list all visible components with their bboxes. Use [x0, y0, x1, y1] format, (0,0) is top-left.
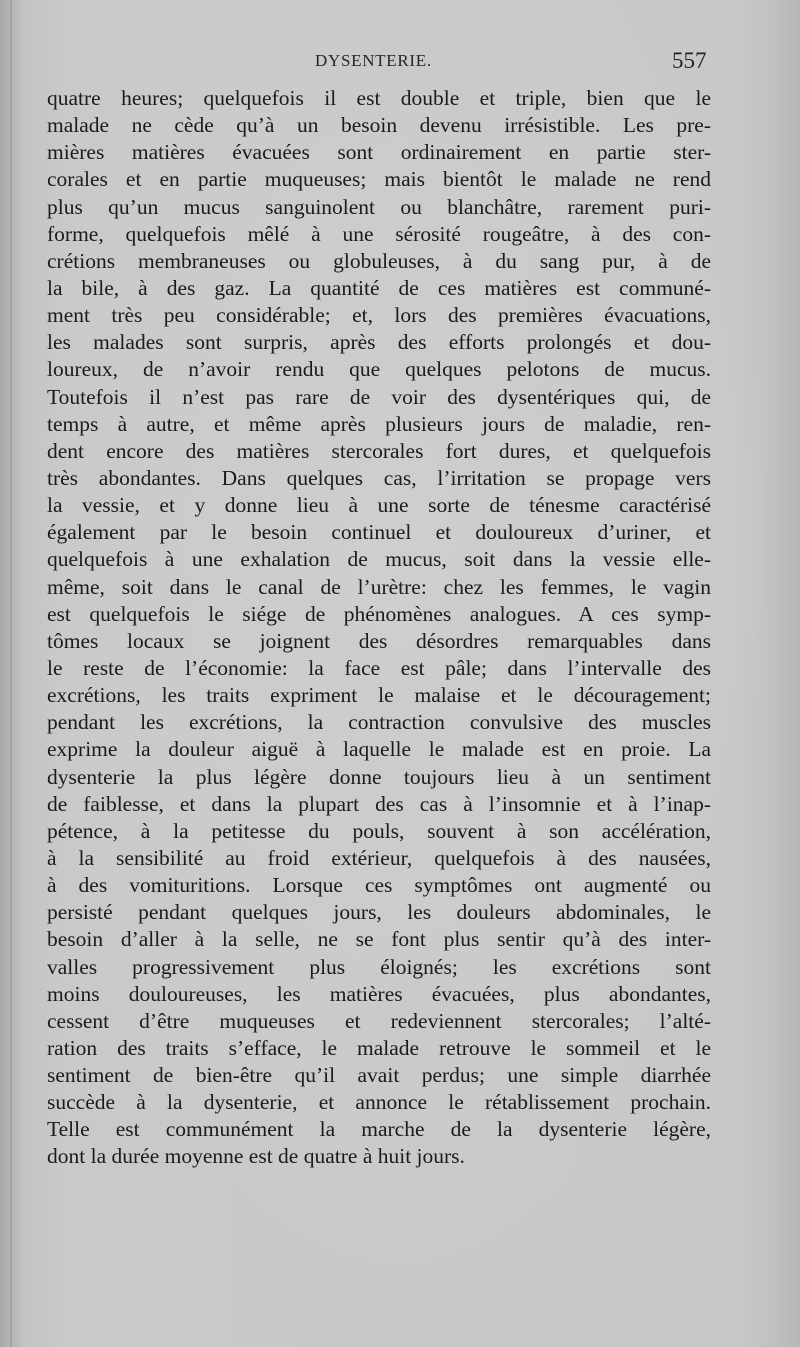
text-line: temps à autre, et même après plusieurs jours de maladie, ren- [47, 411, 711, 436]
text-line: à des vomituritions. Lorsque ces symptômes ont augmenté ou [47, 873, 711, 898]
text-line: Toutefois il n’est pas rare de voir des dysentériques qui, de [47, 384, 711, 409]
text-line: très abondantes. Dans quelques cas, l’irritation se propage vers [47, 465, 711, 490]
text-line: exprime la douleur aiguë à laquelle le malade est en proie. La [47, 737, 711, 762]
text-line: forme, quelquefois mêlé à une sérosité rougeâtre, à des con- [47, 221, 711, 246]
text-line: corales et en partie muqueuses; mais bientôt le malade ne rend [47, 167, 711, 192]
text-line: quatre heures; quelquefois il est double et triple, bien que le [47, 86, 711, 110]
text-line: besoin d’aller à la selle, ne se font plus sentir qu’à des inter- [47, 927, 711, 952]
text-line: loureux, de n’avoir rendu que quelques pelotons de mucus. [47, 357, 711, 382]
running-header [0, 48, 800, 79]
text-line: ration des traits s’efface, le malade retrouve le sommeil et le [47, 1035, 711, 1060]
text-line: la vessie, et y donne lieu à une sorte de ténesme caractérisé [47, 493, 711, 518]
body-text [47, 85, 711, 1171]
text-line: persisté pendant quelques jours, les douleurs abdominales, le [47, 900, 711, 925]
text-line: même, soit dans le canal de l’urètre: chez les femmes, le vagin [47, 574, 711, 599]
text-line: est quelquefois le siége de phénomènes analogues. A ces symp- [47, 601, 711, 626]
text-line: dysenterie la plus légère donne toujours lieu à un sentiment [47, 764, 711, 789]
text-line: pendant les excrétions, la contraction convulsive des muscles [47, 710, 711, 735]
text-line: mières matières évacuées sont ordinairement en partie ster- [47, 140, 711, 165]
text-line: moins douloureuses, les matières évacuées, plus abondantes, [47, 981, 711, 1006]
text-line: valles progressivement plus éloignés; les excrétions sont [47, 954, 711, 979]
text-line: dent encore des matières stercorales fort dures, et quelquefois [47, 438, 711, 463]
text-line: Telle est communément la marche de la dysenterie légère, [47, 1117, 711, 1142]
text-line: sentiment de bien-être qu’il avait perdus; une simple diarrhée [47, 1063, 711, 1088]
text-line: dont la durée moyenne est de quatre à huit jours. [47, 1144, 465, 1169]
text-line: le reste de l’économie: la face est pâle; dans l’intervalle des [47, 655, 711, 680]
running-title: DYSENTERIE. [315, 51, 432, 70]
text-line: ment très peu considérable; et, lors des premières évacuations, [47, 303, 711, 328]
text-line: quelquefois à une exhalation de mucus, soit dans la vessie elle- [47, 547, 711, 572]
text-line: malade ne cède qu’à un besoin devenu irrésistible. Les pre- [47, 113, 711, 138]
text-line: les malades sont surpris, après des efforts prolongés et dou- [47, 330, 711, 355]
text-line: à la sensibilité au froid extérieur, quelquefois à des nausées, [47, 845, 711, 870]
page-number: 557 [672, 48, 707, 73]
text-line: excrétions, les traits expriment le malaise et le découragement; [47, 683, 711, 708]
text-line: également par le besoin continuel et douloureux d’uriner, et [47, 520, 711, 545]
text-line: pétence, à la petitesse du pouls, souvent à son accélération, [47, 818, 711, 843]
page-gutter-shadow [10, 0, 12, 1347]
text-line: succède à la dysenterie, et annonce le rétablissement prochain. [47, 1090, 711, 1115]
text-line: plus qu’un mucus sanguinolent ou blanchâtre, rarement puri- [47, 194, 711, 219]
text-line: cessent d’être muqueuses et redeviennent stercorales; l’alté- [47, 1008, 711, 1033]
text-line: la bile, à des gaz. La quantité de ces matières est communé- [47, 275, 711, 300]
text-line: crétions membraneuses ou globuleuses, à du sang pur, à de [47, 248, 711, 273]
text-line: de faiblesse, et dans la plupart des cas à l’insomnie et à l’inap- [47, 791, 711, 816]
text-line: tômes locaux se joignent des désordres remarquables dans [47, 628, 711, 653]
